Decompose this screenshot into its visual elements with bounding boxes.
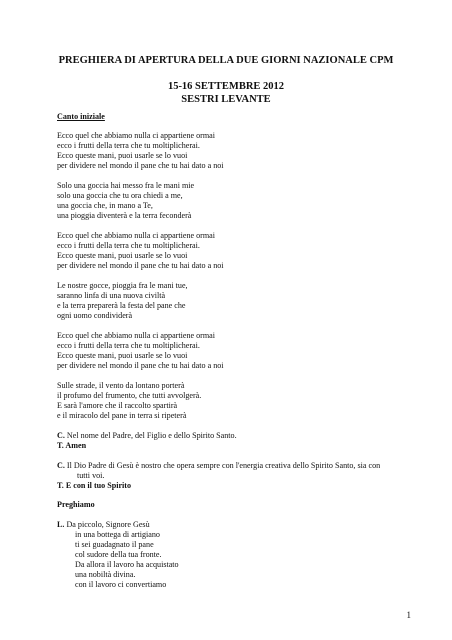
- prayer-line: col sudore della tua fronte.: [75, 550, 162, 559]
- song-line: Ecco queste mani, puoi usarle se lo vuoi: [57, 251, 188, 260]
- song-line: per dividere nel mondo il pane che tu hai dato a noi: [57, 361, 224, 370]
- celebrant-label: C.: [57, 431, 65, 440]
- celebrant-text-continuation: tutti voi.: [77, 471, 105, 480]
- song-stanza-6: [57, 381, 409, 421]
- event-date: 15-16 SETTEMBRE 2012: [167, 81, 285, 92]
- celebrant-text: Il Dio Padre di Gesù è nostro che opera sempre con l'energia creativa dello Spirito Santo, sia con: [64, 461, 381, 470]
- song-stanza-5: [57, 331, 409, 371]
- dialogue-c2: [57, 461, 409, 491]
- prayer-line: ti sei guadagnato il pane: [75, 540, 154, 549]
- celebrant-label: C.: [57, 461, 65, 470]
- song-stanza-1: [57, 131, 409, 171]
- event-place: SESTRI LEVANTE: [181, 94, 271, 105]
- song-line: il profumo del frumento, che tutti avvolgerà.: [57, 391, 202, 400]
- reader-label: L.: [57, 520, 65, 529]
- song-line: saranno linfa di una nuova civiltà: [57, 291, 166, 300]
- song-line: Solo una goccia hai messo fra le mani mie: [57, 181, 195, 190]
- song-line: ecco i frutti della terra che tu moltiplicherai.: [57, 141, 200, 150]
- song-line: una goccia che, in mano a Te,: [57, 201, 153, 210]
- prayer-line: con il lavoro ci convertiamo: [75, 580, 167, 589]
- document-title: PREGHIERA DI APERTURA DELLA DUE GIORNI NAZIONALE CPM: [58, 55, 394, 66]
- response-amen: T. Amen: [57, 441, 87, 450]
- song-line: solo una goccia che tu ora chiedi a me,: [57, 191, 183, 200]
- song-stanza-4: [57, 281, 409, 321]
- song-line: Ecco quel che abbiamo nulla ci appartiene ormai: [57, 331, 215, 340]
- song-line: ecco i frutti della terra che tu moltiplicherai.: [57, 341, 200, 350]
- song-line: e il miracolo del pane in terra si ripeterà: [57, 411, 187, 420]
- song-line: Sulle strade, il vento da lontano porterà: [57, 381, 185, 390]
- song-line: E sarà l'amore che il raccolto spartirà: [57, 401, 178, 410]
- song-line: per dividere nel mondo il pane che tu hai dato a noi: [57, 161, 224, 170]
- song-line: una pioggia diventerà e la terra feconderà: [57, 211, 192, 220]
- dialogue-c1: [57, 431, 409, 451]
- song-line: ogni uomo condividerà: [57, 311, 133, 320]
- song-line: Ecco queste mani, puoi usarle se lo vuoi: [57, 351, 188, 360]
- song-line: Ecco queste mani, puoi usarle se lo vuoi: [57, 151, 188, 160]
- section-heading-canto: Canto iniziale: [57, 112, 105, 121]
- prayer-first-line: Da piccolo, Signore Gesù: [64, 520, 150, 529]
- celebrant-text: Nel nome del Padre, del Figlio e dello Spirito Santo.: [64, 431, 237, 440]
- prayer-line: una nobiltà divina.: [75, 570, 136, 579]
- section-heading-preghiamo: Preghiamo: [57, 500, 95, 509]
- prayer-line: Da allora il lavoro ha acquistato: [75, 560, 179, 569]
- prayer-block: [57, 520, 409, 590]
- song-line: ecco i frutti della terra che tu moltiplicherai.: [57, 241, 200, 250]
- response-spirito: T. E con il tuo Spirito: [57, 481, 132, 490]
- song-line: Ecco quel che abbiamo nulla ci appartiene ormai: [57, 231, 215, 240]
- song-stanza-2: [57, 181, 409, 221]
- prayer-line: in una bottega di artigiano: [75, 530, 160, 539]
- document-body: [57, 112, 409, 590]
- song-line: Le nostre gocce, pioggia fra le mani tue,: [57, 281, 188, 290]
- song-line: per dividere nel mondo il pane che tu hai dato a noi: [57, 261, 224, 270]
- page-number: 1: [406, 610, 411, 620]
- song-line: e la terra preparerà la festa del pane che: [57, 301, 186, 310]
- song-line: Ecco quel che abbiamo nulla ci appartiene ormai: [57, 131, 215, 140]
- song-stanza-3: [57, 231, 409, 271]
